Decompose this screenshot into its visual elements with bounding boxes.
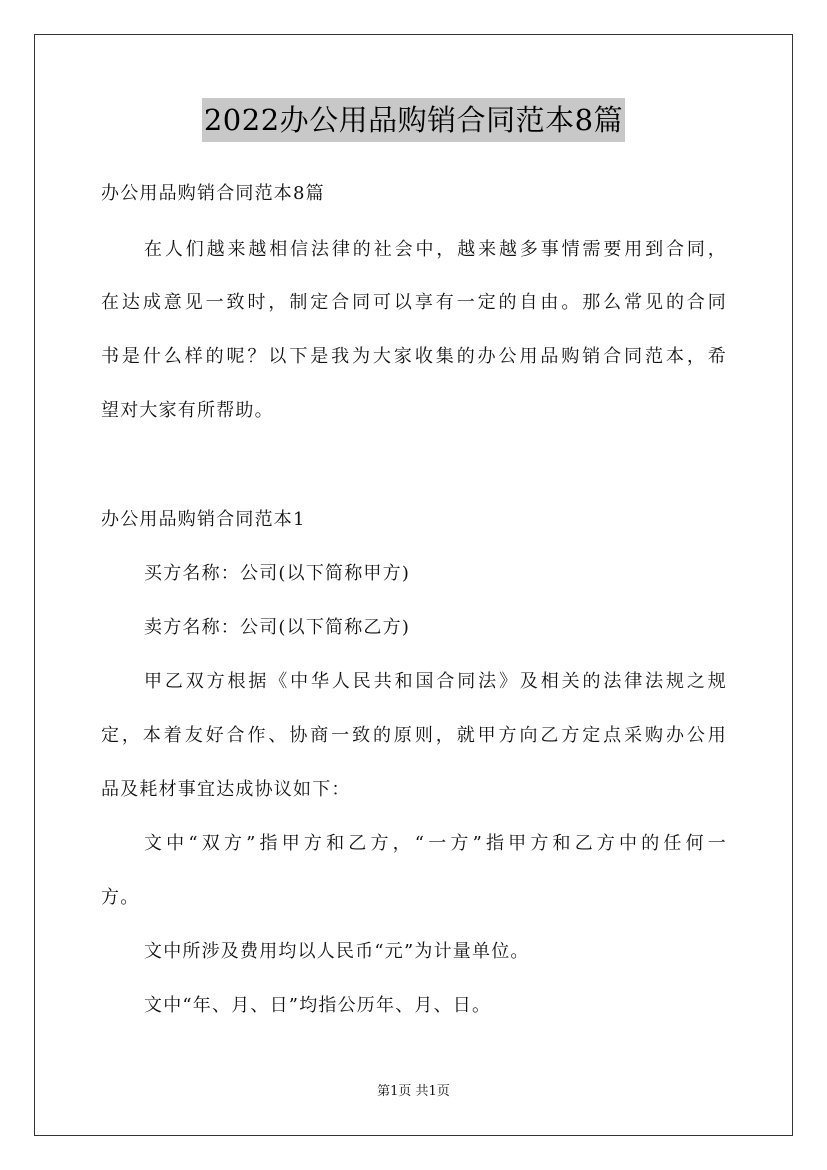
document-subtitle: 办公用品购销合同范本8篇 xyxy=(101,183,325,204)
clause-line-2: 定，本着友好合作、协商一致的原则，就甲方向乙方定点采购办公用 xyxy=(101,725,727,746)
intro-line-2: 在达成意见一致时，制定合同可以享有一定的自由。那么常见的合同 xyxy=(101,292,727,313)
intro-line-1: 在人们越来越相信法律的社会中，越来越多事情需要用到合同， xyxy=(144,239,727,260)
clause-line-1: 甲乙双方根据《中华人民共和国合同法》及相关的法律法规之规 xyxy=(144,671,727,692)
section-heading: 办公用品购销合同范本1 xyxy=(101,509,306,530)
currency-line: 文中所涉及费用均以人民币“元”为计量单位。 xyxy=(144,941,530,962)
document-title: 2022办公用品购销合同范本8篇 xyxy=(202,98,625,142)
intro-line-4: 望对大家有所帮助。 xyxy=(101,400,274,421)
title-container xyxy=(0,98,827,142)
definition-line-2: 方。 xyxy=(101,887,140,908)
intro-line-3: 书是什么样的呢？以下是我为大家收集的办公用品购销合同范本，希 xyxy=(101,346,727,367)
seller-line: 卖方名称：公司(以下简称乙方) xyxy=(144,617,411,638)
buyer-line: 买方名称：公司(以下简称甲方) xyxy=(144,563,411,584)
definition-line-1: 文中“双方”指甲方和乙方，“一方”指甲方和乙方中的任何一 xyxy=(144,833,727,854)
clause-line-3: 品及耗材事宜达成协议如下： xyxy=(101,779,351,800)
page-footer: 第1页 共1页 xyxy=(377,1084,450,1099)
date-line: 文中“年、月、日”均指公历年、月、日。 xyxy=(144,995,492,1016)
